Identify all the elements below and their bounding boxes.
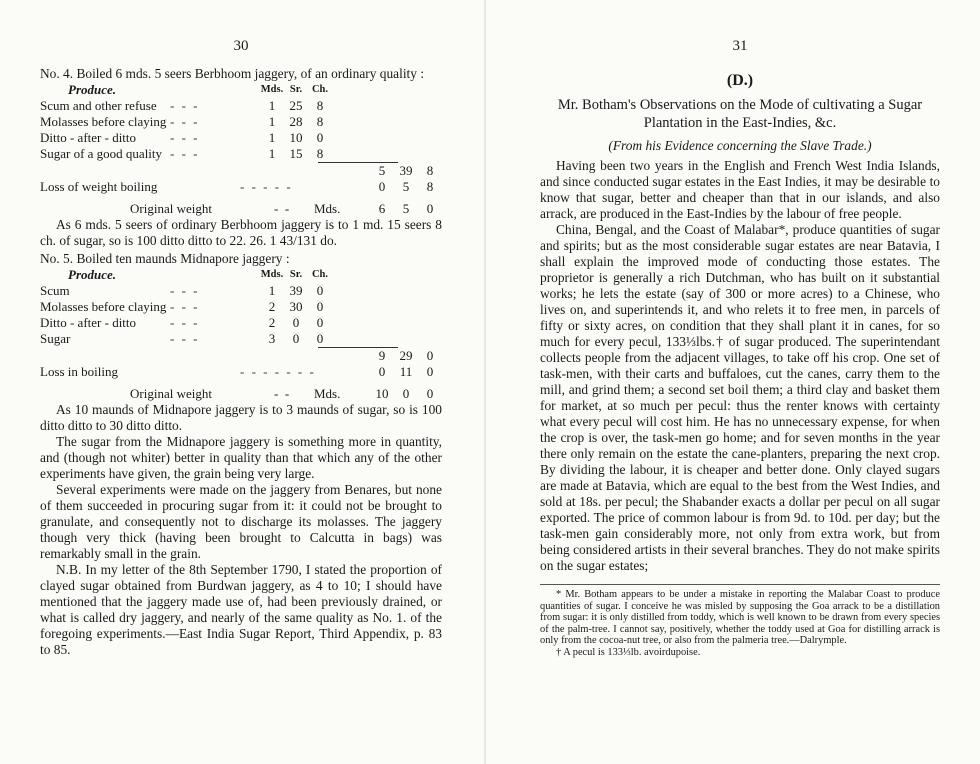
- table-cell: 30: [289, 299, 303, 314]
- table-cell: 1: [268, 98, 276, 113]
- original-unit: Mds.: [314, 386, 341, 401]
- body-paragraph: N.B. In my letter of the 8th September 1790, I stated the proportion of clayed sugar obtained from Burdwan jaggery, as 4 to 10; I should have mentioned that the jaggery made use of, had been previously drained, or what is called dry jaggery, and nearly of the same quality as No. 1. of the foregoing experiments.—East India Sugar Report, Third Appendix, p. 83 to 85.: [40, 562, 442, 657]
- table-cell: 10: [289, 130, 303, 145]
- no5-total-row: [40, 348, 442, 364]
- table-cell: 8: [316, 98, 324, 113]
- body-paragraph: Having been two years in the English and French West India Islands, and since conducted sugar estates in the East Indies, it may be desirable to know that sugar, better and cheaper than that in our islands, and also arrack, are produced in the East-Indies by the labour of free people.: [540, 158, 940, 221]
- table-row: Scum and other refuse - - - 1 25 8: [40, 98, 442, 114]
- table-row: Sugar of a good quality - - - 1 15 8: [40, 146, 442, 162]
- book-gutter: [484, 0, 486, 764]
- table-cell: 0: [316, 331, 324, 346]
- table-cell: 2: [268, 315, 276, 330]
- original-cell: 0: [426, 201, 434, 216]
- col-header: Ch.: [311, 84, 329, 95]
- table-cell: 0: [316, 299, 324, 314]
- total-cell: 9: [378, 348, 386, 363]
- no4-note: As 6 mds. 5 seers of ordinary Berbhoom jaggery is to 1 md. 15 seers 8 ch. of sugar, so is 100 ditto ditto to 22. 26. 1 43/131 do.: [40, 217, 442, 248]
- table-cell: 8: [316, 114, 324, 129]
- table-row: Sugar - - - 3 0 0: [40, 331, 442, 347]
- right-page: [490, 0, 980, 764]
- table-cell: 8: [316, 146, 324, 161]
- table-cell: 2: [268, 299, 276, 314]
- produce-label: Produce.: [68, 267, 117, 282]
- table-cell: 28: [289, 114, 303, 129]
- page-number: 31: [732, 38, 748, 54]
- table-cell: 1: [268, 130, 276, 145]
- table-cell: 0: [316, 283, 324, 298]
- col-header: Ch.: [311, 269, 329, 280]
- table-cell: 25: [289, 98, 303, 113]
- loss-cell: 0: [378, 179, 386, 194]
- table-cell: 1: [268, 146, 276, 161]
- page-number: 30: [233, 38, 249, 54]
- table-cell: 1: [268, 114, 276, 129]
- table-cell: 3: [268, 331, 276, 346]
- loss-cell: 5: [402, 179, 410, 194]
- col-header: Mds.: [260, 269, 284, 280]
- body-paragraph: China, Bengal, and the Coast of Malabar*, produce quantities of sugar and spirits; but as the most considerable sugar estates are near Batavia, I shall explain the improved mode of conducting those estates. The proprietor is generally a rich Dutchman, who has built on it substantial works; he lets the estate (say of 300 or more acres) to a Chinese, who lives on, and superintends it, and who relets it to free men, in parcels of fifty or sixty acres, on condition that they shall plant it in canes, for so much for every pecul, 133⅓lbs.† of sugar produced. The superintendant collects people from the adjacent villages, to take off his crop. One set of task-men, with their carts and buffaloes, cut the canes, carry them to the mill, and grind them; a second set boil them; a third clay and basket them for market, at so much per pecul: thus the renter knows with certainty what every pecul will cost him. He has no unnecessary expense, for when the crop is over, the task-men go home; and for seven months in the year there only remain on the estate the cane-planters, preparing the next crop. By dividing the labour, it is cheaper and better done. Only clayed sugars are made at Batavia, which are equal to the best from the West Indies, and sold at 18s. per pecul; the Shabander exacts a dollar per pecul on all sugar exported. The price of common labour is from 9d. to 10d. per day; but the task-men gain considerably more, not only from extra work, but from being considered artists in their several branches. They do not make spirits on the sugar estates;: [540, 222, 940, 573]
- footnote: * Mr. Botham appears to be under a mistake in reporting the Malabar Coast to produce quantities of sugar. I conceive he was misled by supposing the Goa arrack to be a distillation from sugar: it is only distilled from toddy, which is well known to be drawn from every species of the palm-tree. I cannot say, positively, whether the toddy used at Goa for distilling arrack is only from the cocoa-nut tree, or also from the palmeria tree.—Dalrymple.: [540, 589, 940, 646]
- section-mark: (D.): [726, 72, 754, 89]
- table-row: Ditto - after - ditto - - - 2 0 0: [40, 315, 442, 331]
- total-cell: 8: [426, 163, 434, 178]
- row-label: Molasses before claying: [40, 299, 167, 314]
- table-cell: 0: [292, 331, 300, 346]
- table-row: Molasses before claying - - - 1 28 8: [40, 114, 442, 130]
- col-header: Sr.: [289, 269, 303, 280]
- row-label: Sugar: [40, 331, 71, 346]
- original-cell: 0: [426, 386, 434, 401]
- original-cell: 10: [375, 386, 389, 401]
- loss-cell: 11: [399, 364, 413, 379]
- total-cell: 39: [399, 163, 413, 178]
- no5-original-row: Original weight - - Mds. 10 0 0: [40, 386, 442, 402]
- loss-cell: 0: [426, 364, 434, 379]
- table-cell: 15: [289, 146, 303, 161]
- row-label: Scum and other refuse: [40, 98, 157, 113]
- table-header: [40, 267, 442, 283]
- footnotes: [540, 589, 940, 658]
- table-cell: 0: [292, 315, 300, 330]
- row-label: Sugar of a good quality: [40, 146, 163, 161]
- col-header: Sr.: [289, 84, 303, 95]
- article-subtitle: (From his Evidence concerning the Slave Trade.): [608, 138, 872, 153]
- no4-total-row: [40, 163, 442, 179]
- total-cell: 5: [378, 163, 386, 178]
- table-cell: 39: [289, 283, 303, 298]
- table-cell: 1: [268, 283, 276, 298]
- table-row: Ditto - after - ditto - - - 1 10 0: [40, 130, 442, 146]
- loss-cell: 0: [378, 364, 386, 379]
- produce-label: Produce.: [68, 82, 117, 97]
- row-label: Molasses before claying: [40, 114, 167, 129]
- row-label: Scum: [40, 283, 70, 298]
- no5-note: As 10 maunds of Midnapore jaggery is to 3 maunds of sugar, so is 100 ditto ditto to 30 ditto ditto.: [40, 402, 442, 433]
- original-label: Original weight: [130, 201, 212, 216]
- table-row: Scum - - - 1 39 0: [40, 283, 442, 299]
- row-label: Ditto - after - ditto: [40, 130, 137, 145]
- loss-cell: 8: [426, 179, 434, 194]
- original-label: Original weight: [130, 386, 212, 401]
- original-cell: 0: [402, 386, 410, 401]
- col-header: Mds.: [260, 84, 284, 95]
- loss-label: Loss in boiling: [40, 364, 119, 379]
- left-page: [0, 0, 480, 764]
- no5-heading: No. 5. Boiled ten maunds Midnapore jaggery :: [40, 251, 290, 266]
- body-paragraph: The sugar from the Midnapore jaggery is something more in quantity, and (though not whiter) better in quality than that which any of the other experiments have given, the grain being very large.: [40, 434, 442, 481]
- loss-label: Loss of weight boiling: [40, 179, 158, 194]
- footnote-rule: [540, 584, 940, 585]
- no4-heading: No. 4. Boiled 6 mds. 5 seers Berbhoom jaggery, of an ordinary quality :: [40, 66, 425, 81]
- table-row: Molasses before claying - - - 2 30 0: [40, 299, 442, 315]
- original-cell: 6: [378, 201, 386, 216]
- original-cell: 5: [402, 201, 410, 216]
- table-cell: 0: [316, 130, 324, 145]
- footnote: † A pecul is 133⅓lb. avoirdupoise.: [556, 646, 701, 658]
- no4-loss-row: Loss of weight boiling - - - - - 0 5 8: [40, 179, 442, 195]
- table-header: [40, 82, 442, 98]
- row-label: Ditto - after - ditto: [40, 315, 137, 330]
- body-paragraph: Several experiments were made on the jaggery from Benares, but none of them succeeded in procuring sugar from it: it could not be brought to granulate, and consequently not to discharge its molasses. The jaggery though very thick (having been brought to Calcutta in bags) was remarkably small in the grain.: [40, 482, 442, 561]
- article-title: Mr. Botham's Observations on the Mode of cultivating a Sugar Plantation in the East-Indies, &c.: [557, 97, 923, 131]
- table-cell: 0: [316, 315, 324, 330]
- original-unit: Mds.: [314, 201, 341, 216]
- total-cell: 0: [426, 348, 434, 363]
- total-cell: 29: [399, 348, 413, 363]
- no5-loss-row: Loss in boiling - - - - - - - 0 11 0: [40, 364, 442, 380]
- no4-original-row: Original weight - - Mds. 6 5 0: [40, 201, 442, 217]
